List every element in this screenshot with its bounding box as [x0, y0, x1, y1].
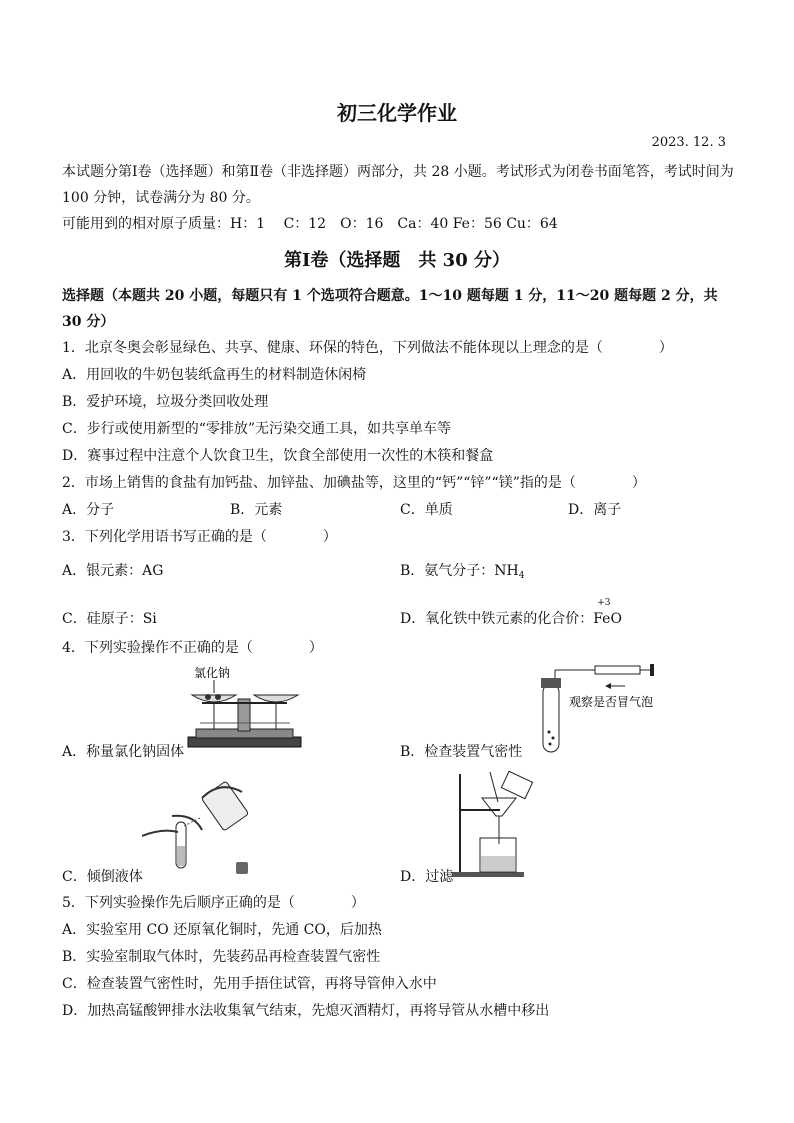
q2-option-b: B．元素	[230, 502, 283, 518]
q4-option-b: B．检查装置气密性	[400, 744, 523, 760]
exam-date: 2023. 12. 3	[651, 135, 726, 150]
q2-stem: 2．市场上销售的食盐有加钙盐、加锌盐、加碘盐等，这里的“钙”“锌”“镁”指的是（ ）	[62, 475, 646, 491]
q3-option-d-formula: FeO	[593, 611, 622, 627]
q4-stem: 4．下列实验操作不正确的是（ ）	[62, 640, 323, 656]
q3-stem: 3．下列化学用语书写正确的是（ ）	[62, 529, 337, 545]
q3-option-b-subscript: 4	[518, 571, 525, 581]
q4-option-d: D．过滤	[400, 869, 454, 885]
q2-option-c: C．单质	[400, 502, 453, 518]
section-title: 第Ⅰ卷（选择题 共 30 分）	[283, 250, 510, 271]
q1-option-d: D．赛事过程中注意个人饮食卫生，饮食全部使用一次性的木筷和餐盒	[62, 448, 494, 464]
q1-option-c: C．步行或使用新型的“零排放”无污染交通工具，如共享单车等	[62, 421, 452, 437]
q5-option-a: A．实验室用 CO 还原氧化铜时，先通 CO，后加热	[62, 922, 382, 938]
q1-option-b: B．爱护环境，垃圾分类回收处理	[62, 394, 269, 410]
q5-option-b: B．实验室制取气体时，先装药品再检查装置气密性	[62, 949, 381, 965]
q2-option-a: A．分子	[62, 502, 115, 518]
q5-option-c: C．检查装置气密性时，先用手捂住试管，再将导管伸入水中	[62, 976, 437, 992]
balance-illustration	[182, 663, 307, 753]
q3-option-b	[400, 560, 524, 581]
q3-option-d	[400, 598, 622, 628]
page-title: 初三化学作业	[337, 101, 457, 125]
q3-option-b-text: B．氨气分子：NH	[400, 563, 519, 579]
q3-option-d-text: D．氧化铁中铁元素的化合价：	[400, 611, 594, 627]
q5-option-d: D．加热高锰酸钾排水法收集氧气结束，先熄灭酒精灯，再将导管从水槽中移出	[62, 1003, 550, 1019]
atomic-masses: 可能用到的相对原子质量：H：1 C：12 O：16 Ca：40 Fe：56 Cu：64	[62, 216, 558, 232]
balance-label: 氯化钠	[194, 666, 231, 680]
q4-option-a: A．称量氯化钠固体	[62, 744, 185, 760]
section-instruction: 选择题（本题共 20 小题，每题只有 1 个选项符合题意。1～10 题每题 1 分，11～20 题每题 2 分，共 30 分）	[62, 288, 718, 330]
exam-intro	[62, 159, 738, 237]
q3-option-d-valence: +3	[597, 598, 611, 608]
q1-stem: 1．北京冬奥会彰显绿色、共享、健康、环保的特色，下列做法不能体现以上理念的是（ ）	[62, 340, 673, 356]
q3-option-a: A．银元素：AG	[62, 563, 164, 579]
pouring-illustration	[142, 770, 267, 880]
q4-option-c: C．倾倒液体	[62, 869, 143, 885]
intro-text: 本试题分第Ⅰ卷（选择题）和第Ⅱ卷（非选择题）两部分，共 28 小题。考试形式为闭卷书面笔答，考试时间为 100 分钟，试卷满分为 80 分。	[62, 164, 734, 206]
filtration-illustration	[450, 770, 540, 880]
q1-option-a: A．用回收的牛奶包装纸盒再生的材料制造休闲椅	[62, 367, 367, 383]
airtightness-illustration	[525, 662, 660, 762]
q5-stem: 5．下列实验操作先后顺序正确的是（ ）	[62, 895, 365, 911]
q3-option-c: C．硅原子：Si	[62, 611, 157, 627]
airtightness-label: 观察是否冒气泡	[569, 695, 654, 709]
q2-option-d: D．离子	[568, 502, 622, 518]
